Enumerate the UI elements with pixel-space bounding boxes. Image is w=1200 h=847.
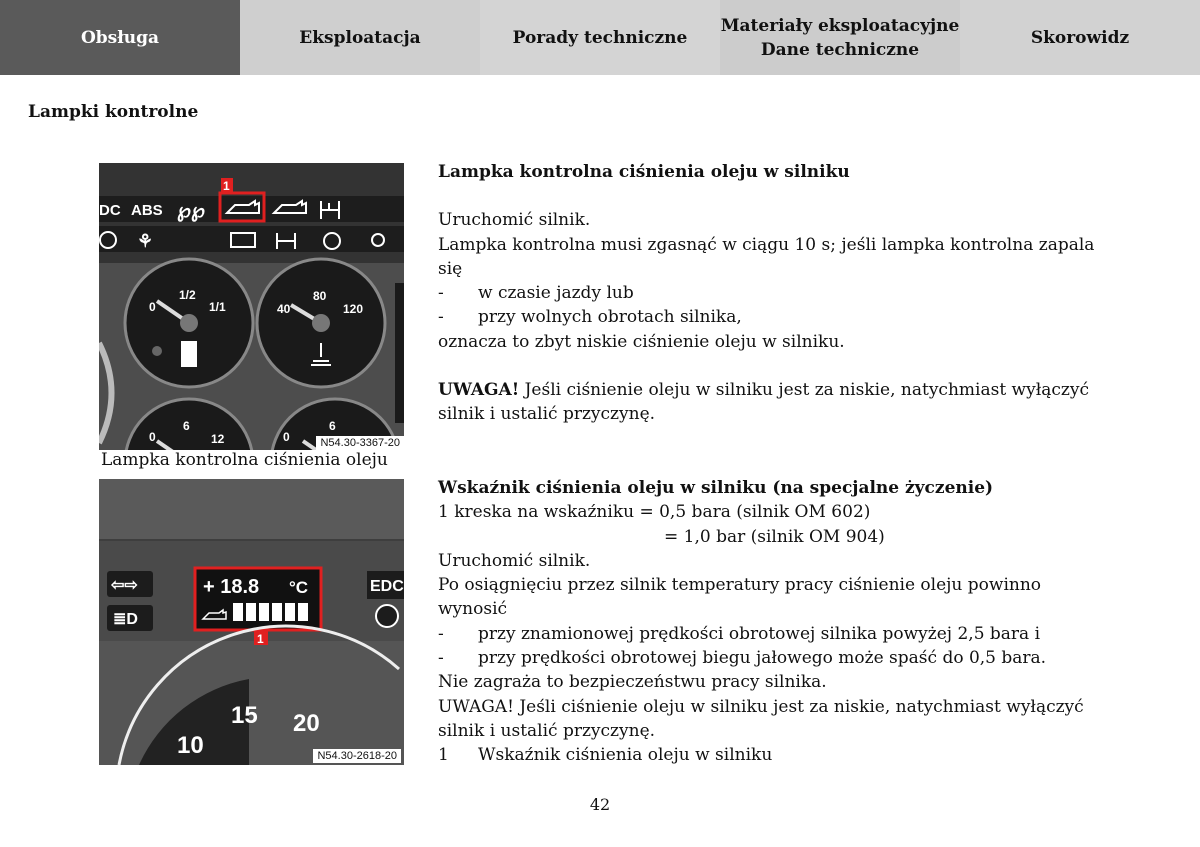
list-dash: - [438, 307, 444, 328]
figure1-code: N54.30-3367-20 [316, 436, 404, 450]
section-title: Lampki kontrolne [28, 102, 199, 122]
oil-pressure-indicator-section [438, 476, 1098, 768]
figure-oil-pressure-indicator [99, 479, 404, 765]
list-item-text: przy znamionowej prędkości obrotowej silnika powyżej 2,5 bara i [478, 623, 1041, 644]
paragraph: 1 kreska na wskaźniku = 0,5 bara (silnik OM 602) [438, 502, 871, 523]
section-heading: Lampka kontrolna ciśnienia oleju w silniku [438, 162, 850, 182]
warning-text: Jeśli ciśnienie oleju w silniku jest za niskie, natychmiast wyłączyć silnik i ustalić przyczynę. [438, 380, 1089, 425]
gauge3-6: 6 [183, 419, 190, 433]
list-dash: - [438, 623, 444, 644]
tab-obsluga[interactable]: Obsługa [0, 0, 240, 75]
display-illustration [99, 479, 404, 765]
list-item [438, 281, 1098, 305]
fuel-gauge-half: 1/2 [179, 288, 196, 302]
fuel-pump-icon [181, 341, 197, 367]
warning-paragraph [438, 378, 1098, 427]
figure2-code: N54.30-2618-20 [313, 749, 401, 763]
gauge3-12: 12 [211, 432, 225, 446]
paragraph: Uruchomić silnik. [438, 550, 591, 571]
legend-number: 1 [438, 745, 449, 766]
paragraph: Lampka kontrolna musi zgasnąć w ciągu 10 s; jeśli lampka kontrolna zapala się [438, 234, 1095, 279]
display-unit: °C [289, 578, 309, 597]
oil-pressure-bar [233, 603, 243, 621]
display-value: + 18.8 [203, 576, 260, 598]
list-dash: - [438, 648, 444, 669]
list-item [438, 646, 1098, 670]
top-navigation [0, 0, 1200, 75]
tach-15: 15 [231, 702, 258, 729]
fuel-gauge-0: 0 [149, 300, 156, 314]
instrument-cluster-illustration [99, 163, 404, 450]
paragraph: Uruchomić silnik. [438, 210, 591, 231]
list-item-text: przy wolnych obrotach silnika, [478, 307, 742, 328]
low-beam-icon: ≣D [113, 611, 138, 628]
tab-label-line1: Materiały eksploatacyjne [720, 15, 960, 36]
list-item [438, 305, 1098, 329]
indicator-label-dc: DC [99, 202, 121, 219]
figure1-caption: Lampka kontrolna ciśnienia oleju [101, 450, 388, 470]
callout-number: 1 [223, 179, 230, 193]
oil-pressure-bar [298, 603, 308, 621]
tach-10: 10 [177, 732, 204, 759]
fan-icon: ⚘ [137, 231, 154, 251]
glow-plug-icon: ℘℘ [177, 200, 205, 222]
temp-gauge-120: 120 [343, 302, 364, 316]
temp-gauge-80: 80 [313, 289, 327, 303]
tab-eksploatacja[interactable]: Eksploatacja [240, 0, 480, 75]
paragraph: = 1,0 bar (silnik OM 904) [664, 526, 885, 547]
gauge3-0: 0 [149, 430, 156, 444]
warning-label: UWAGA! [438, 380, 520, 401]
paragraph: UWAGA! Jeśli ciśnienie oleju w silniku jest za niskie, natychmiast wyłączyć silnik i ustalić przyczynę. [438, 696, 1084, 741]
indicator-label-abs: ABS [131, 202, 163, 219]
list-item [438, 622, 1098, 646]
paragraph: Po osiągnięciu przez silnik temperatury pracy ciśnienie oleju powinno wynosić [438, 575, 1042, 620]
list-dash: - [438, 283, 444, 304]
legend-text: Wskaźnik ciśnienia oleju w silniku [478, 745, 773, 766]
fuel-gauge-full: 1/1 [209, 300, 226, 314]
parking-icon [376, 605, 398, 627]
paragraph: oznacza to zbyt niskie ciśnienie oleju w silniku. [438, 331, 845, 352]
oil-warning-lamp-section [438, 160, 1098, 427]
tab-label-line2: Dane techniczne [760, 39, 920, 60]
list-item-text: w czasie jazdy lub [478, 283, 634, 304]
paragraph: Nie zagraża to bezpieczeństwu pracy silnika. [438, 672, 827, 693]
oil-pressure-bar [259, 603, 269, 621]
gauge4-6: 6 [329, 419, 336, 433]
list-item-text: przy prędkości obrotowej biegu jałowego może spaść do 0,5 bara. [478, 648, 1047, 669]
tab-materialy-dane[interactable] [720, 0, 960, 75]
oil-pressure-bar [285, 603, 295, 621]
section-heading: Wskaźnik ciśnienia oleju w silniku (na specjalne życzenie) [438, 478, 994, 498]
oil-pressure-bar [246, 603, 256, 621]
legend-item [438, 743, 1098, 767]
figure-oil-warning-lamp [99, 163, 404, 450]
temp-gauge-40: 40 [277, 302, 291, 316]
tab-porady-techniczne[interactable]: Porady techniczne [480, 0, 720, 75]
turn-signal-icon: ⇦⇨ [111, 577, 138, 594]
oil-pressure-bar [272, 603, 282, 621]
tach-20: 20 [293, 710, 320, 737]
gauge4-0: 0 [283, 430, 290, 444]
tab-skorowidz[interactable]: Skorowidz [960, 0, 1200, 75]
page-number: 42 [589, 795, 611, 814]
edc-label: EDC [370, 578, 404, 595]
callout-number: 1 [257, 632, 264, 646]
